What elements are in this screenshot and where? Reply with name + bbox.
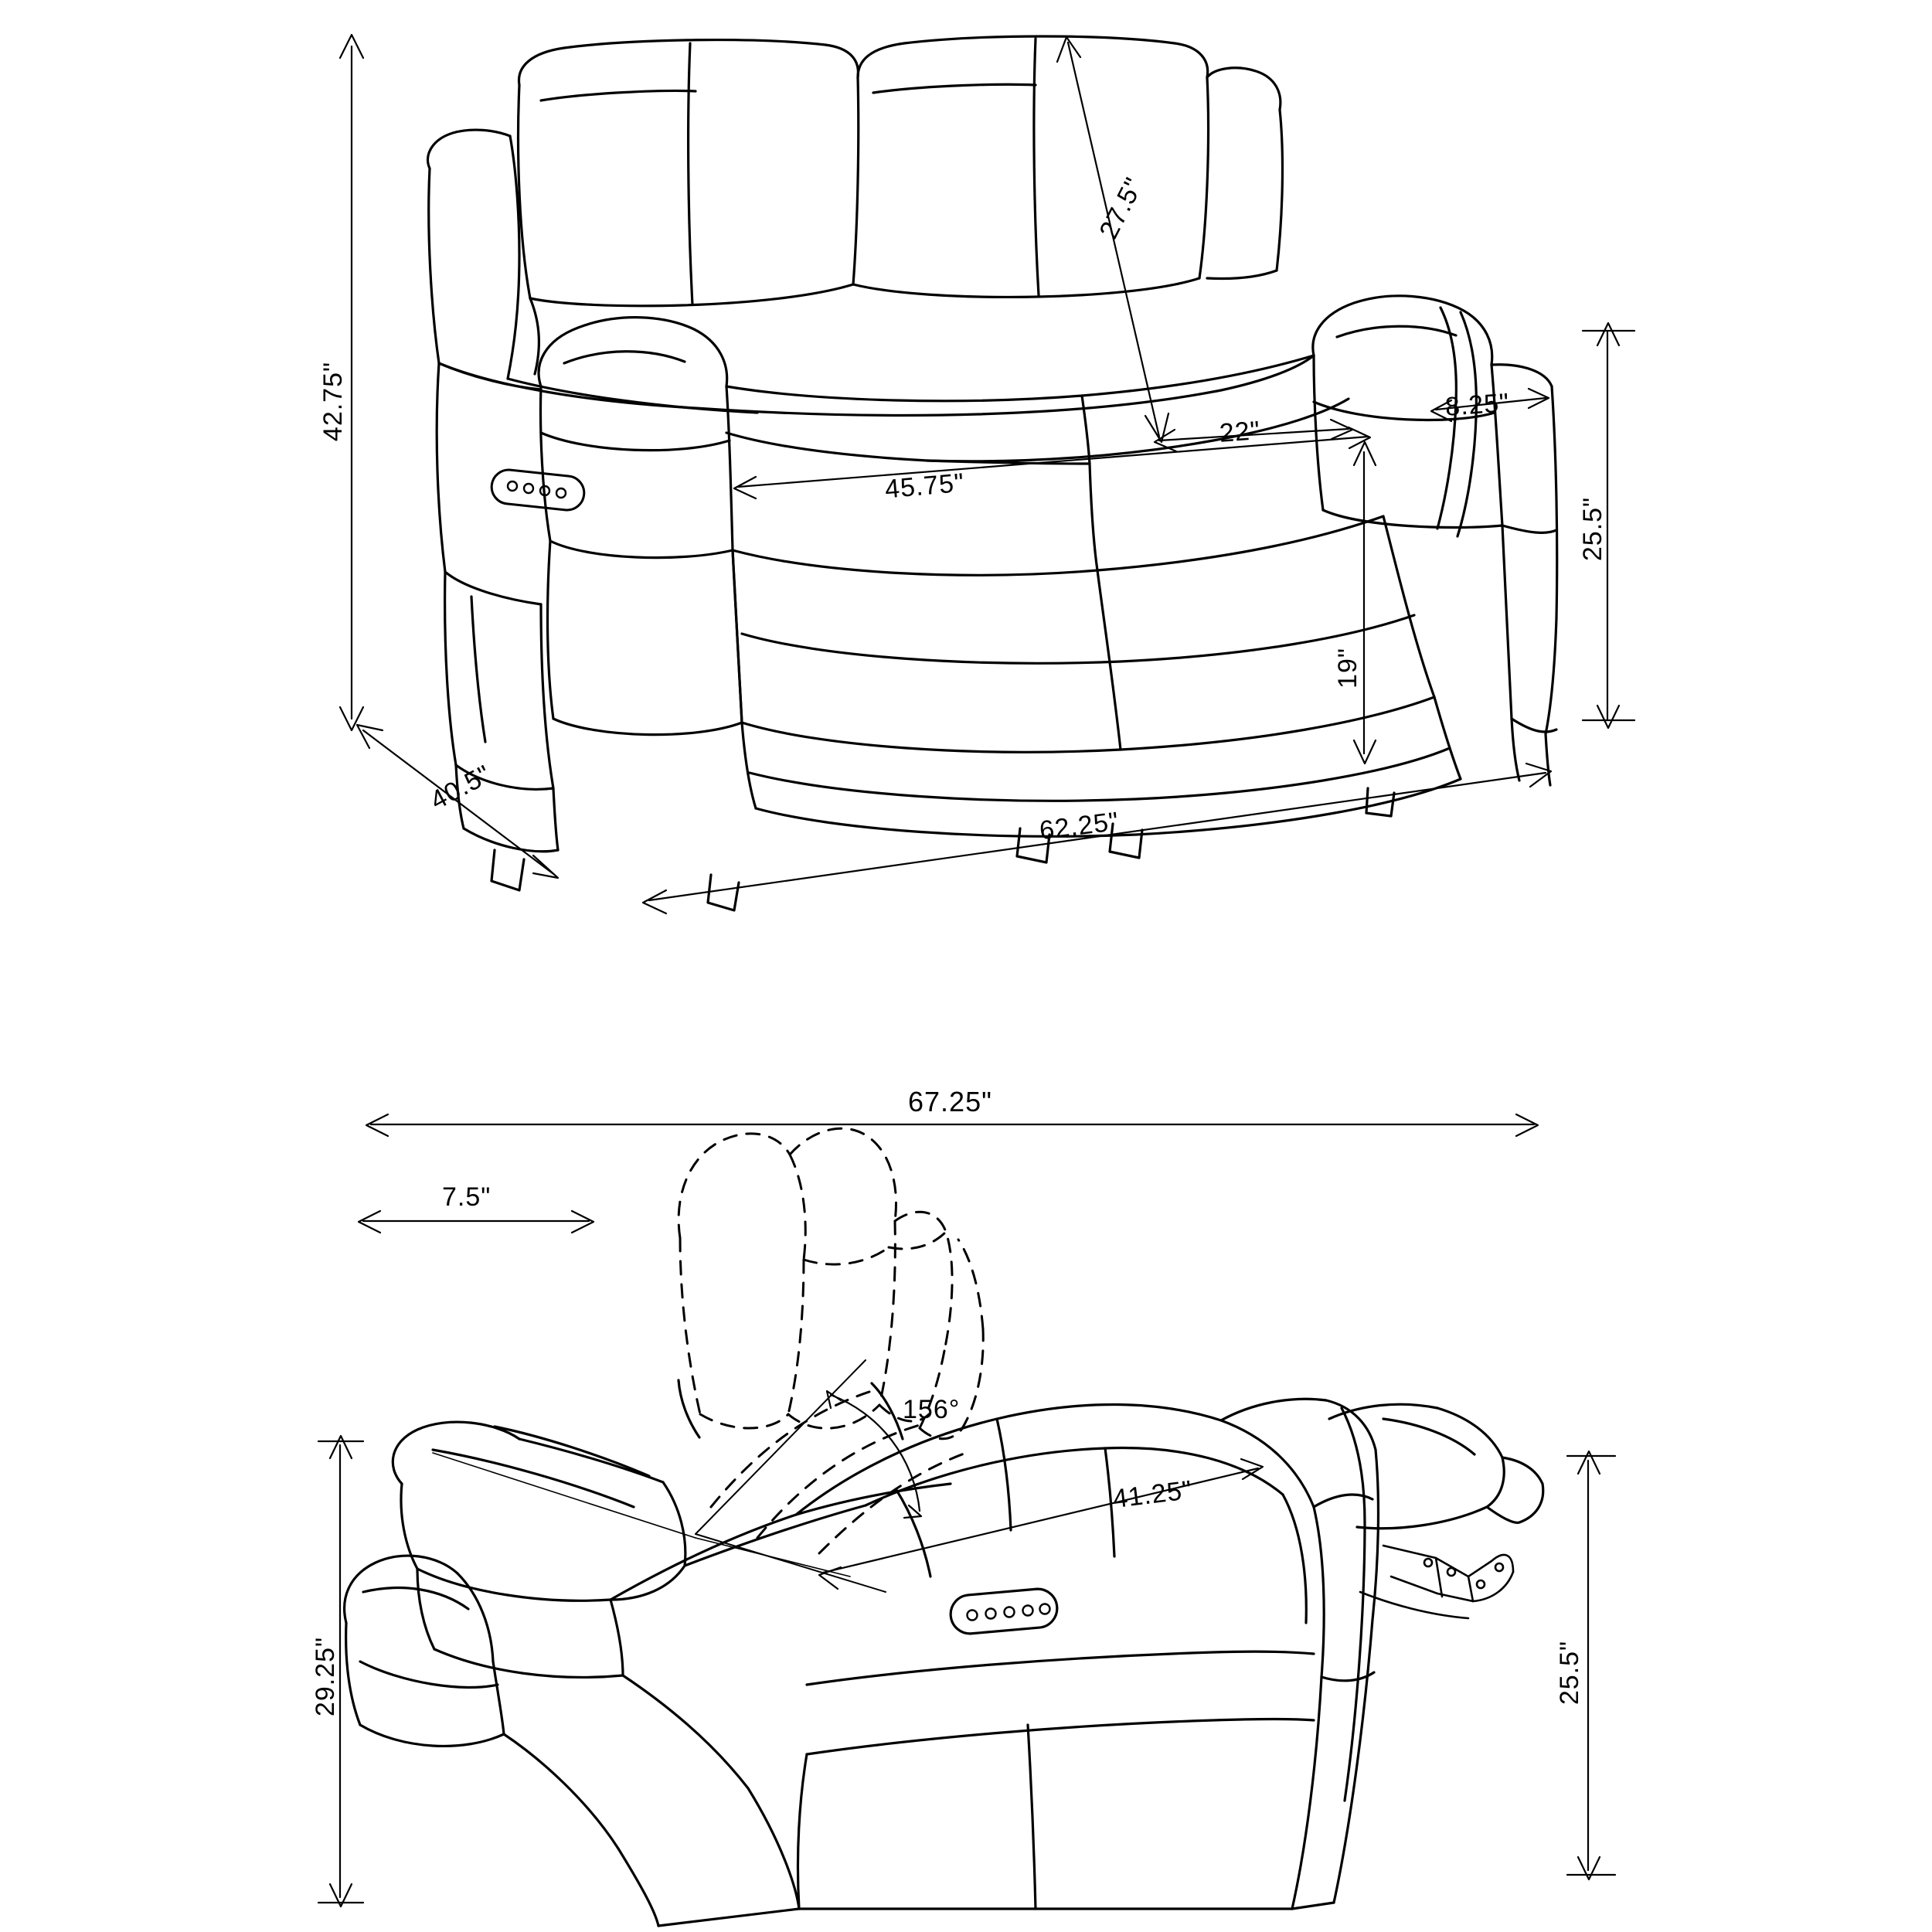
dim-reclined-height: 29.25"	[311, 1636, 341, 1717]
dim-overall-depth: 40.5"	[425, 759, 497, 816]
dim-extended-depth: 67.25"	[908, 1086, 992, 1117]
dim-overall-height: 42.75"	[318, 361, 349, 442]
dim-overall-width: 62.25"	[1038, 806, 1121, 846]
dim-reclined-seat-length: 41.25"	[1111, 1475, 1195, 1515]
power-control-button-side	[949, 1587, 1059, 1635]
dim-seat-height: 19"	[1332, 648, 1362, 689]
dim-seat-depth: 22"	[1218, 416, 1262, 448]
dim-wall-clearance: 7.5"	[442, 1182, 492, 1212]
dim-arm-width: 8.25"	[1444, 388, 1511, 422]
dim-back-height: 27.5"	[1094, 172, 1150, 243]
dim-arm-height-side: 25.5"	[1555, 1640, 1585, 1706]
dim-seat-width: 45.75"	[883, 468, 966, 505]
dim-arm-height: 25.5"	[1578, 496, 1608, 562]
dim-recline-angle: 156°	[903, 1395, 961, 1424]
